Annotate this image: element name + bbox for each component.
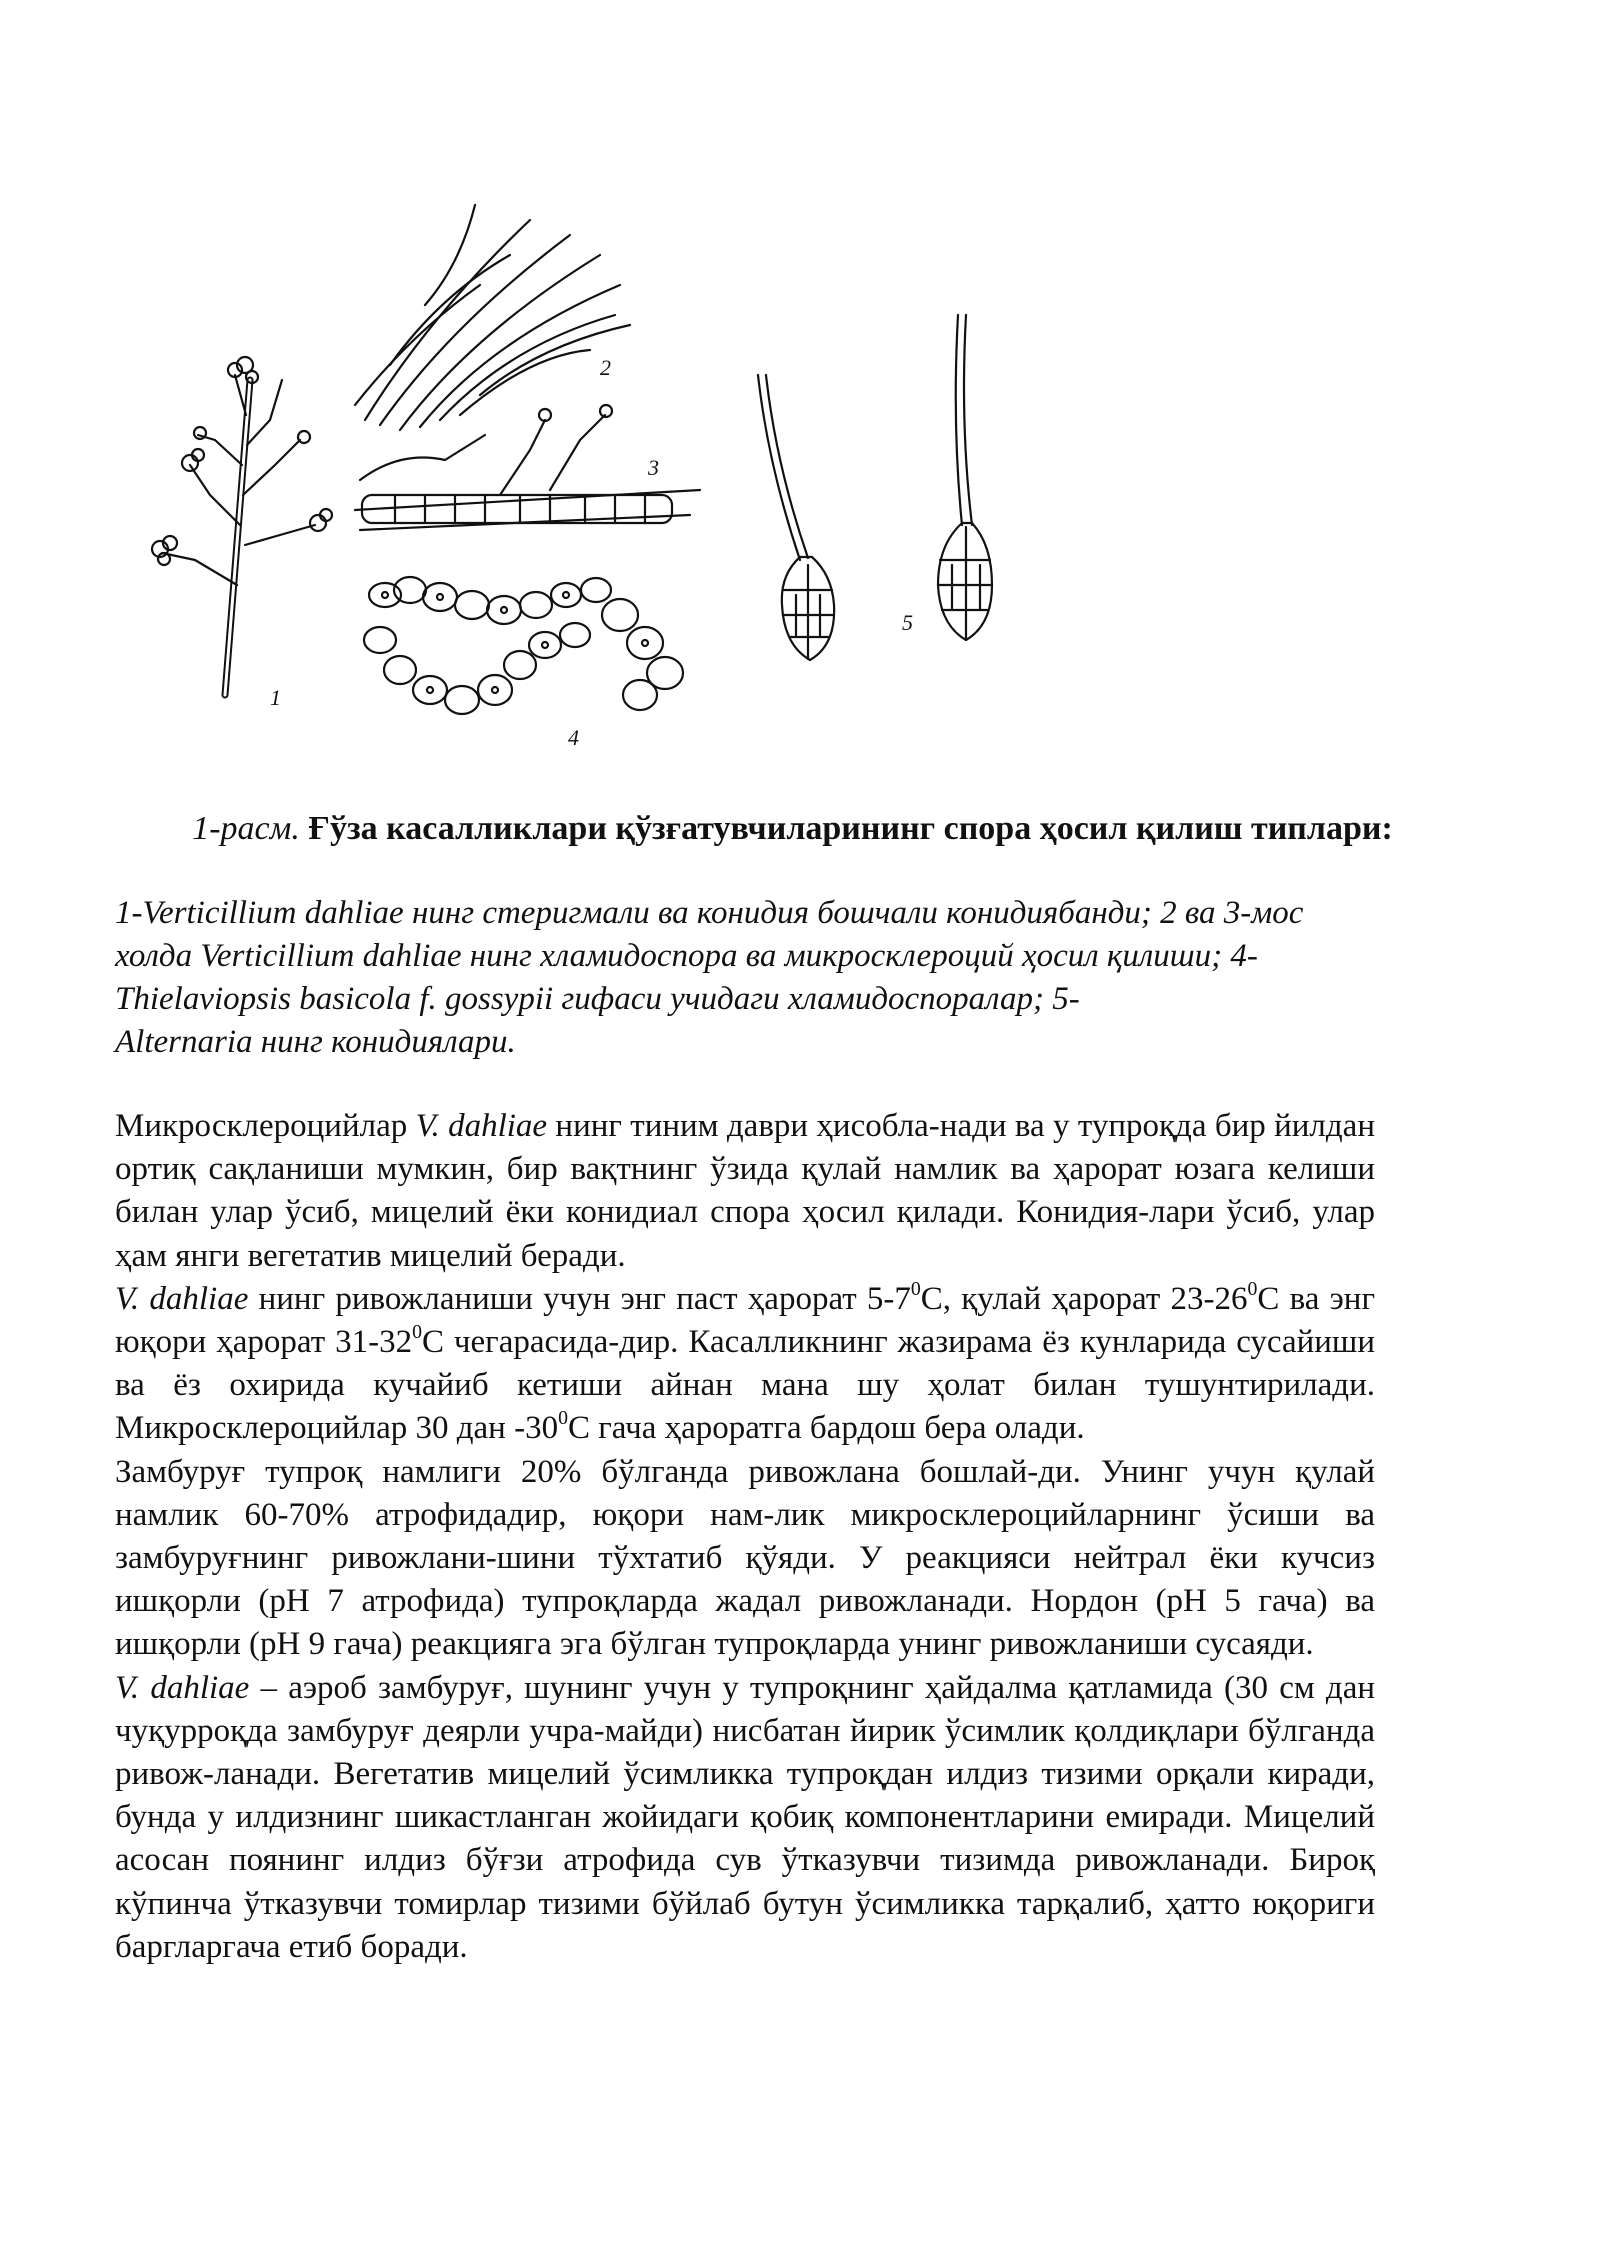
species-name: V. dahliae: [115, 1669, 250, 1706]
degree-sup: 0: [1247, 1277, 1258, 1300]
drawing-hyphae-bundle: [355, 205, 630, 430]
spore-figure: [100, 165, 1100, 785]
p2-text-e: С гача ҳароратга бардош бера олади.: [567, 1410, 1085, 1447]
paragraph-4: [115, 1667, 1375, 1969]
drawing-alternaria-conidia: [758, 315, 992, 660]
degree-sup: 0: [558, 1407, 568, 1430]
species-name: V. dahliae: [115, 1280, 249, 1317]
figure-caption-label: 1-расм.: [192, 810, 300, 847]
p1-text-a: Микросклероцийлар: [115, 1108, 416, 1144]
caption-desc-end: Alternaria нинг конидиялари.: [115, 1024, 516, 1060]
paragraph-2: [115, 1278, 1375, 1451]
figure-caption-title: [115, 808, 1470, 850]
figure-caption-description: [115, 892, 1375, 1064]
p2-text-d: С чегарасида-дир. Касалликнинг жазирама ёз кунларида сусайиши ва ёз охирида кучайиб кетиши айнан мана шу ҳолат билан тушунтирилади. Микросклероцийлар 30 дан -30: [115, 1324, 1375, 1447]
drawing-thielaviopsis-chain: [364, 577, 683, 714]
p2-text-b: С, қулай ҳарорат 23-26: [920, 1280, 1248, 1317]
figure-label-4: 4: [568, 725, 579, 750]
paragraph-3: Замбуруғ тупроқ намлиги 20% бўлганда ривожлана бошлай-ди. Унинг учун қулай намлик 60-70% атрофидадир, юқори нам-лик микросклероцийларнинг ўсиши ва замбуруғнинг ривожлани-шини тўхтатиб қўяди. У реакцияси нейтрал ёки кучсиз ишқорли (рН 7 атрофида) тупроқларда жадал ривожланади. Нордон (рН 5 гача) ва ишқорли (рН 9 гача) реакцияга эга бўлган тупроқларда унинг ривожланиши сусаяди.: [115, 1453, 1375, 1663]
p2-text-a: нинг ривожланиши учун энг паст ҳарорат 5-7: [248, 1280, 911, 1317]
species-name: V. dahliae: [415, 1108, 548, 1144]
figure-label-2: 2: [600, 355, 611, 380]
figure-label-1: 1: [270, 685, 281, 710]
caption-desc-main: 1-Verticillium dahliae нинг стеригмали ва конидия бошчали конидиябанди; 2 ва 3-мос холда Verticillium dahliae нинг хламидоспора ва микросклероций ҳосил қилиши; 4-Thielaviopsis basicola f. gossypii гифаси учидаги хламидоспоралар; 5-: [115, 895, 1304, 1017]
body-text: [115, 1105, 1375, 1969]
paragraph-1: [115, 1105, 1375, 1278]
degree-sup: 0: [910, 1277, 921, 1300]
figure-caption-heading: Ғўза касалликлари қўзғатувчиларининг спора ҳосил қилиш типлари:: [308, 810, 1393, 847]
p2-text-c: С ва энг юқори ҳарорат 31-32: [115, 1280, 1375, 1361]
p1-text-b: нинг тиним даври ҳисобла-нади ва у тупроқда бир йилдан ортиқ сақланиши мумкин, бир вақтнинг ўзида қулай намлик ва ҳарорат юзага келиши билан улар ўсиб, мицелий ёки конидиал спора ҳосил қилади. Конидия-лари ўсиб, улар ҳам янги вегетатив мицелий беради.: [115, 1108, 1375, 1274]
figure-drawing: [100, 165, 1100, 785]
drawing-verticillium-conidiophore: [152, 357, 332, 695]
figure-label-5: 5: [902, 610, 913, 635]
figure-label-3: 3: [648, 455, 659, 480]
degree-sup: 0: [412, 1321, 422, 1344]
p4-text: – аэроб замбуруғ, шунинг учун у тупроқнинг ҳайдалма қатламида (30 см дан чуқурроқда замбуруғ деярли учра-майди) нисбатан йирик ўсимлик қолдиқлари бўлганда ривож-ланади. Вегетатив мицелий ўсимликка тупроқдан илдиз тизими орқали киради, бунда у илдизнинг шикастланган жойидаги қобиқ компонентларини емиради. Мицелий асосан поянинг илдиз бўғзи атрофида сув ўтказувчи тизимда ривожланади. Бироқ кўпинча ўтказувчи томирлар тизими бўйлаб бутун ўсимликка тарқалиб, ҳатто юқориги баргларгача етиб боради.: [115, 1669, 1376, 1965]
